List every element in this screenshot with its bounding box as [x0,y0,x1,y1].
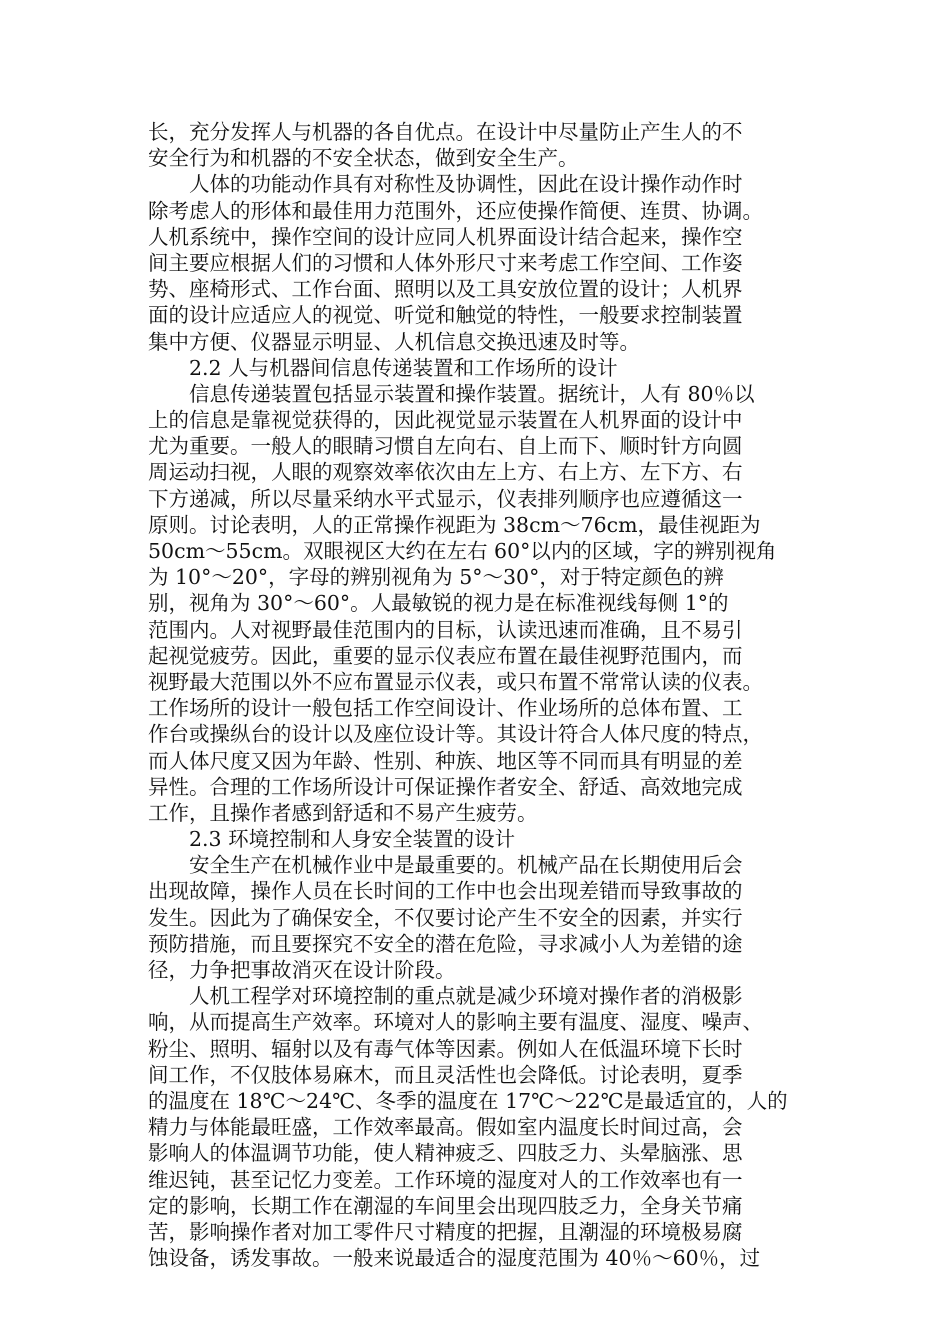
text-line: 精力与体能最旺盛，工作效率最高。假如室内温度长时间过高，会 [148,1115,743,1140]
text-line: 人机系统中，操作空间的设计应同人机界面设计结合起来，操作空 [148,224,743,249]
text-line: 人体的功能动作具有对称性及协调性，因此在设计操作动作时 [189,172,743,197]
text-line: 间主要应根据人们的习惯和人体外形尺寸来考虑工作空间、工作姿 [148,250,743,275]
text-line: 径，力争把事故消灭在设计阶段。 [148,958,456,982]
text-line: 上的信息是靠视觉获得的，因此视觉显示装置在人机界面的设计中 [148,408,743,433]
text-line: 的温度在 18℃～24℃、冬季的温度在 17℃～22℃是最适宜的，人的 [148,1088,788,1113]
text-line: 粉尘、照明、辐射以及有毒气体等因素。例如人在低温环境下长时 [148,1036,743,1061]
text-line: 间工作，不仅肢体易麻木，而且灵活性也会降低。讨论表明，夏季 [148,1062,743,1087]
text-line: 集中方便、仪器显示明显、人机信息交换迅速及时等。 [148,329,640,354]
text-line: 别，视角为 30°～60°。人最敏锐的视力是在标准视线每侧 1°的 [148,591,729,616]
text-line: 面的设计应适应人的视觉、听觉和触觉的特性，一般要求控制装置 [148,303,743,328]
text-line: 定的影响，长期工作在潮湿的车间里会出现四肢乏力，全身关节痛 [148,1193,743,1218]
text-line: 工作，且操作者感到舒适和不易产生疲劳。 [148,800,538,825]
text-line: 下方递减，所以尽量采纳水平式显示，仪表排列顺序也应遵循这一 [148,486,743,511]
text-line: 苦，影响操作者对加工零件尺寸精度的把握，且潮湿的环境极易腐 [148,1219,743,1244]
document-body [148,119,810,1271]
text-line: 工作场所的设计一般包括工作空间设计、作业场所的总体布置、工 [148,696,743,721]
text-line: 2.2 人与机器间信息传递装置和工作场所的设计 [189,355,618,380]
text-line: 2.3 环境控制和人身安全装置的设计 [189,827,516,852]
text-line: 影响人的体温调节功能，使人精神疲乏、四肢乏力、头晕脑涨、思 [148,1141,743,1166]
text-line: 发生。因此为了确保安全，不仅要讨论产生不安全的因素，并实行 [148,905,743,930]
text-line: 尤为重要。一般人的眼睛习惯自左向右、自上而下、顺时针方向圆 [148,434,743,459]
text-line: 范围内。人对视野最佳范围内的目标，认读迅速而准确，且不易引 [148,617,743,642]
text-line: 蚀设备，诱发事故。一般来说最适合的湿度范围为 40％～60％，过 [148,1246,761,1271]
text-line: 信息传递装置包括显示装置和操作装置。据统计，人有 80％以 [189,381,755,406]
text-line: 维迟钝，甚至记忆力变差。工作环境的湿度对人的工作效率也有一 [148,1167,743,1192]
text-line: 除考虑人的形体和最佳用力范围外，还应使操作简便、连贯、协调。 [148,198,763,223]
text-line: 而人体尺度又因为年龄、性别、种族、地区等不同而具有明显的差 [148,748,743,773]
text-line: 原则。讨论表明，人的正常操作视距为 38cm～76cm，最佳视距为 [148,512,761,537]
text-line: 50cm～55cm。双眼视区大约在左右 60°以内的区域，字的辨别视角 [148,539,777,563]
text-line: 作台或操纵台的设计以及座位设计等。其设计符合人体尺度的特点， [148,722,763,747]
text-line: 安全行为和机器的不安全状态，做到安全生产。 [148,146,579,171]
text-line: 起视觉疲劳。因此，重要的显示仪表应布置在最佳视野范围内，而 [148,643,743,668]
text-line: 安全生产在机械作业中是最重要的。机械产品在长期使用后会 [189,853,743,878]
text-line: 势、座椅形式、工作台面、照明以及工具安放位置的设计；人机界 [148,277,743,302]
text-line: 异性。合理的工作场所设计可保证操作者安全、舒适、高效地完成 [148,774,743,799]
text-line: 响，从而提高生产效率。环境对人的影响主要有温度、湿度、噪声、 [148,1010,763,1035]
text-line: 人机工程学对环境控制的重点就是减少环境对操作者的消极影 [189,984,743,1009]
text-line: 长，充分发挥人与机器的各自优点。在设计中尽量防止产生人的不 [148,120,743,144]
text-line: 预防措施，而且要探究不安全的潜在危险，寻求减小人为差错的途 [148,931,743,956]
text-line: 视野最大范围以外不应布置显示仪表，或只布置不常常认读的仪表。 [148,669,763,694]
text-line: 出现故障，操作人员在长时间的工作中也会出现差错而导致事故的 [148,879,743,904]
text-line: 为 10°～20°，字母的辨别视角为 5°～30°，对于特定颜色的辨 [148,565,724,590]
text-line: 周运动扫视，人眼的观察效率依次由左上方、右上方、左下方、右 [148,460,743,485]
